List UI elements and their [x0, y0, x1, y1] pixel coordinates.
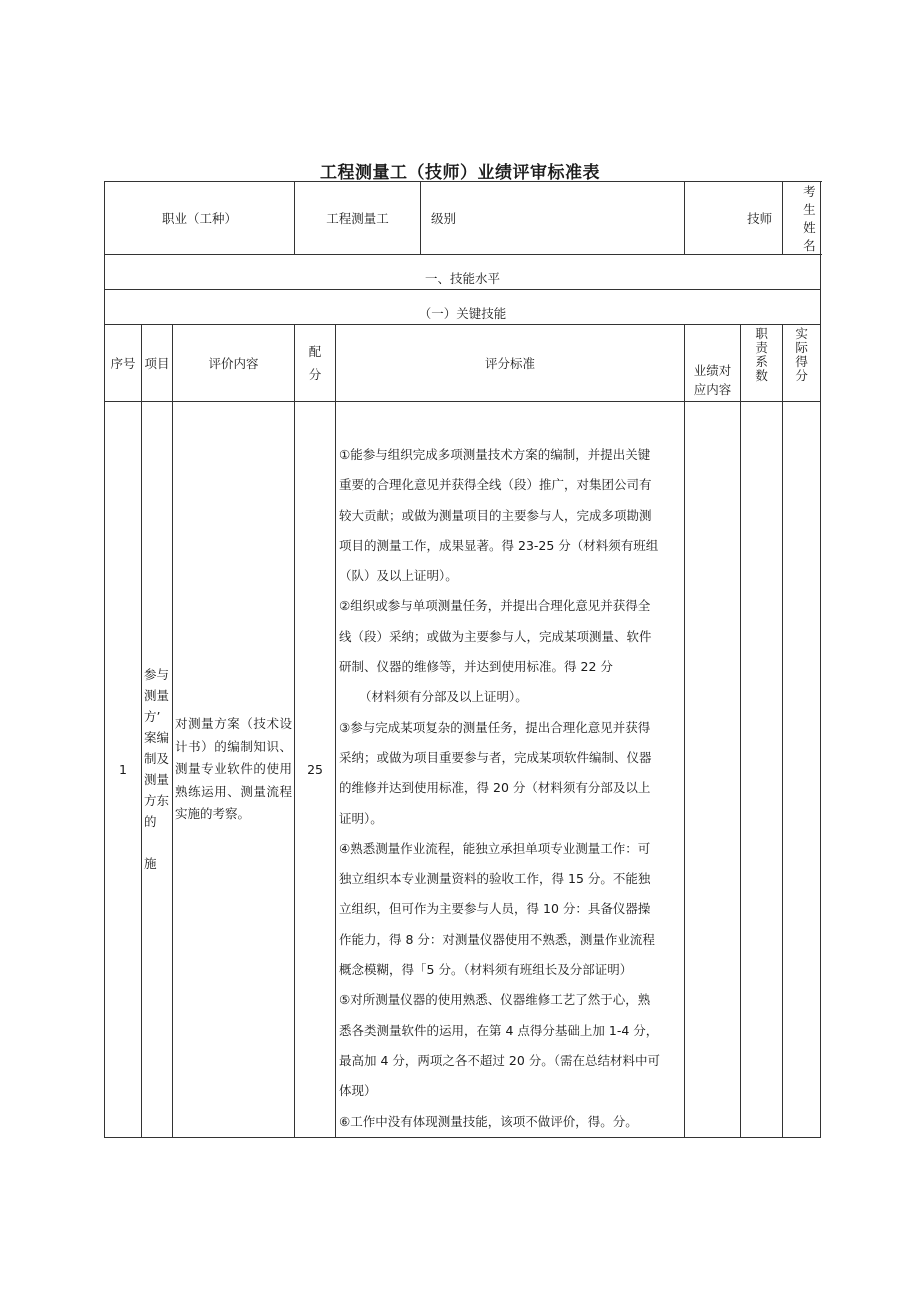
section-key-skills: （一）关键技能 [105, 290, 821, 325]
col-project: 项目 [142, 325, 173, 402]
criteria-line: 项目的测量工作，成果显著。得 23-25 分（材料须有班组 [339, 537, 659, 553]
project-line: 制及 [144, 751, 170, 767]
col-coef [741, 325, 783, 402]
level-value: 技师 [685, 182, 783, 255]
project-line: 测量 [144, 688, 170, 704]
col-content: 评价内容 [173, 325, 295, 402]
project-line: 测量 [144, 772, 170, 788]
row-score: 25 [295, 402, 336, 1138]
row-actual[interactable] [783, 402, 821, 1138]
criteria-line: 证明）。 [339, 810, 383, 826]
col-score-line2: 分 [308, 367, 322, 382]
criteria-line: 研制、仪器的维修等，并达到使用标准。得 22 分 [339, 659, 613, 675]
evaluation-table [104, 181, 821, 1138]
project-line: 施 [144, 856, 157, 872]
criteria-line: （材料须有分部及以上证明）。 [359, 689, 528, 705]
project-line: 的 [144, 814, 157, 830]
row-coef[interactable] [741, 402, 783, 1138]
project-line: 方东 [144, 793, 170, 809]
criteria-line: 悉各类测量软件的运用，在第 4 点得分基础上加 1-4 分， [339, 1022, 659, 1038]
col-actual [783, 325, 821, 402]
criteria-line: ⑤对所测量仪器的使用熟悉、仪器维修工艺了然于心，熟 [339, 992, 651, 1008]
criteria-line: 重要的合理化意见并获得全线（段）推广，对集团公司有 [339, 477, 652, 493]
criteria-line: （队）及以上证明）。 [339, 568, 458, 584]
col-actual-line3: 得 [795, 354, 808, 369]
col-actual-line4: 分 [795, 368, 808, 383]
criteria-line: 采纳；或做为项目重要参与者，完成某项软件编制、仪器 [339, 749, 652, 765]
criteria-line: 独立组织本专业测量资料的验收工作，得 15 分。不能独 [339, 871, 651, 887]
col-perf [685, 325, 741, 402]
level-label: 级别 [421, 182, 685, 255]
row-project [142, 402, 173, 1138]
header-row [105, 182, 821, 255]
criteria-line: ④熟悉测量作业流程，能独立承担单项专业测量工作：可 [339, 840, 651, 856]
criteria-line: ②组织或参与单项测量任务，并提出合理化意见并获得全 [339, 598, 651, 614]
col-coef-line4: 数 [755, 368, 768, 383]
col-score-line1: 配 [308, 344, 322, 359]
criteria-line: 立组织，但可作为主要参与人员，得 10 分：具备仪器操 [339, 901, 651, 917]
col-index: 序号 [105, 325, 142, 402]
col-perf-line2: 应内容 [693, 382, 732, 397]
criteria-line: 线（段）采纳；或做为主要参与人，完成某项测量、软件 [339, 628, 652, 644]
section-row-key-skills [105, 290, 821, 325]
table-row [105, 402, 821, 1138]
row-criteria [336, 402, 685, 1138]
criteria-line: 较大贡献；或做为测量项目的主要参与人，完成多项勘测 [339, 507, 652, 523]
column-header-row [105, 325, 821, 402]
row-perf[interactable] [685, 402, 741, 1138]
col-actual-line1: 实 [795, 326, 808, 341]
occupation-label: 职业（工种） [105, 182, 295, 255]
criteria-line: 体现） [339, 1083, 377, 1099]
col-coef-line2: 责 [755, 340, 768, 355]
page-title: 工程测量工（技师）业绩评审标准表 [320, 163, 600, 183]
col-criteria: 评分标准 [336, 325, 685, 402]
col-actual-line2: 际 [795, 340, 808, 355]
criteria-line: 作能力，得 8 分：对测量仪器使用不熟悉，测量作业流程 [339, 931, 655, 947]
col-perf-line1: 业绩对 [693, 363, 732, 378]
criteria-line: ⑥工作中没有体现测量技能，该项不做评价，得。分。 [339, 1113, 638, 1129]
criteria-line: 概念模糊，得「5 分。（材料须有班组长及分部证明） [339, 962, 633, 978]
candidate-label: 考生姓名 [783, 182, 821, 255]
criteria-line: 最高加 4 分，两项之各不超过 20 分。（需在总结材料中可 [339, 1052, 661, 1068]
section-skill-level: 一、技能水平 [105, 255, 821, 290]
project-line: 方’ [144, 709, 161, 725]
row-index: 1 [105, 402, 142, 1138]
row-content: 对测量方案（技术设计书）的编制知识、测量专业软件的使用熟练运用、测量流程实施的考察。 [173, 402, 295, 1138]
project-line: 参与 [144, 667, 170, 683]
criteria-line: 的维修并达到使用标准，得 20 分（材料须有分部及以上 [339, 780, 651, 796]
project-line [144, 832, 170, 853]
col-coef-line1: 职 [755, 326, 768, 341]
project-line: 案编 [144, 730, 170, 746]
criteria-line: ①能参与组织完成多项测量技术方案的编制，并提出关键 [339, 447, 651, 462]
section-row-skill-level [105, 255, 821, 290]
col-score [295, 325, 336, 402]
occupation-value: 工程测量工 [295, 182, 421, 255]
col-coef-line3: 系 [755, 354, 768, 369]
criteria-line: ③参与完成某项复杂的测量任务，提出合理化意见并获得 [339, 719, 651, 735]
